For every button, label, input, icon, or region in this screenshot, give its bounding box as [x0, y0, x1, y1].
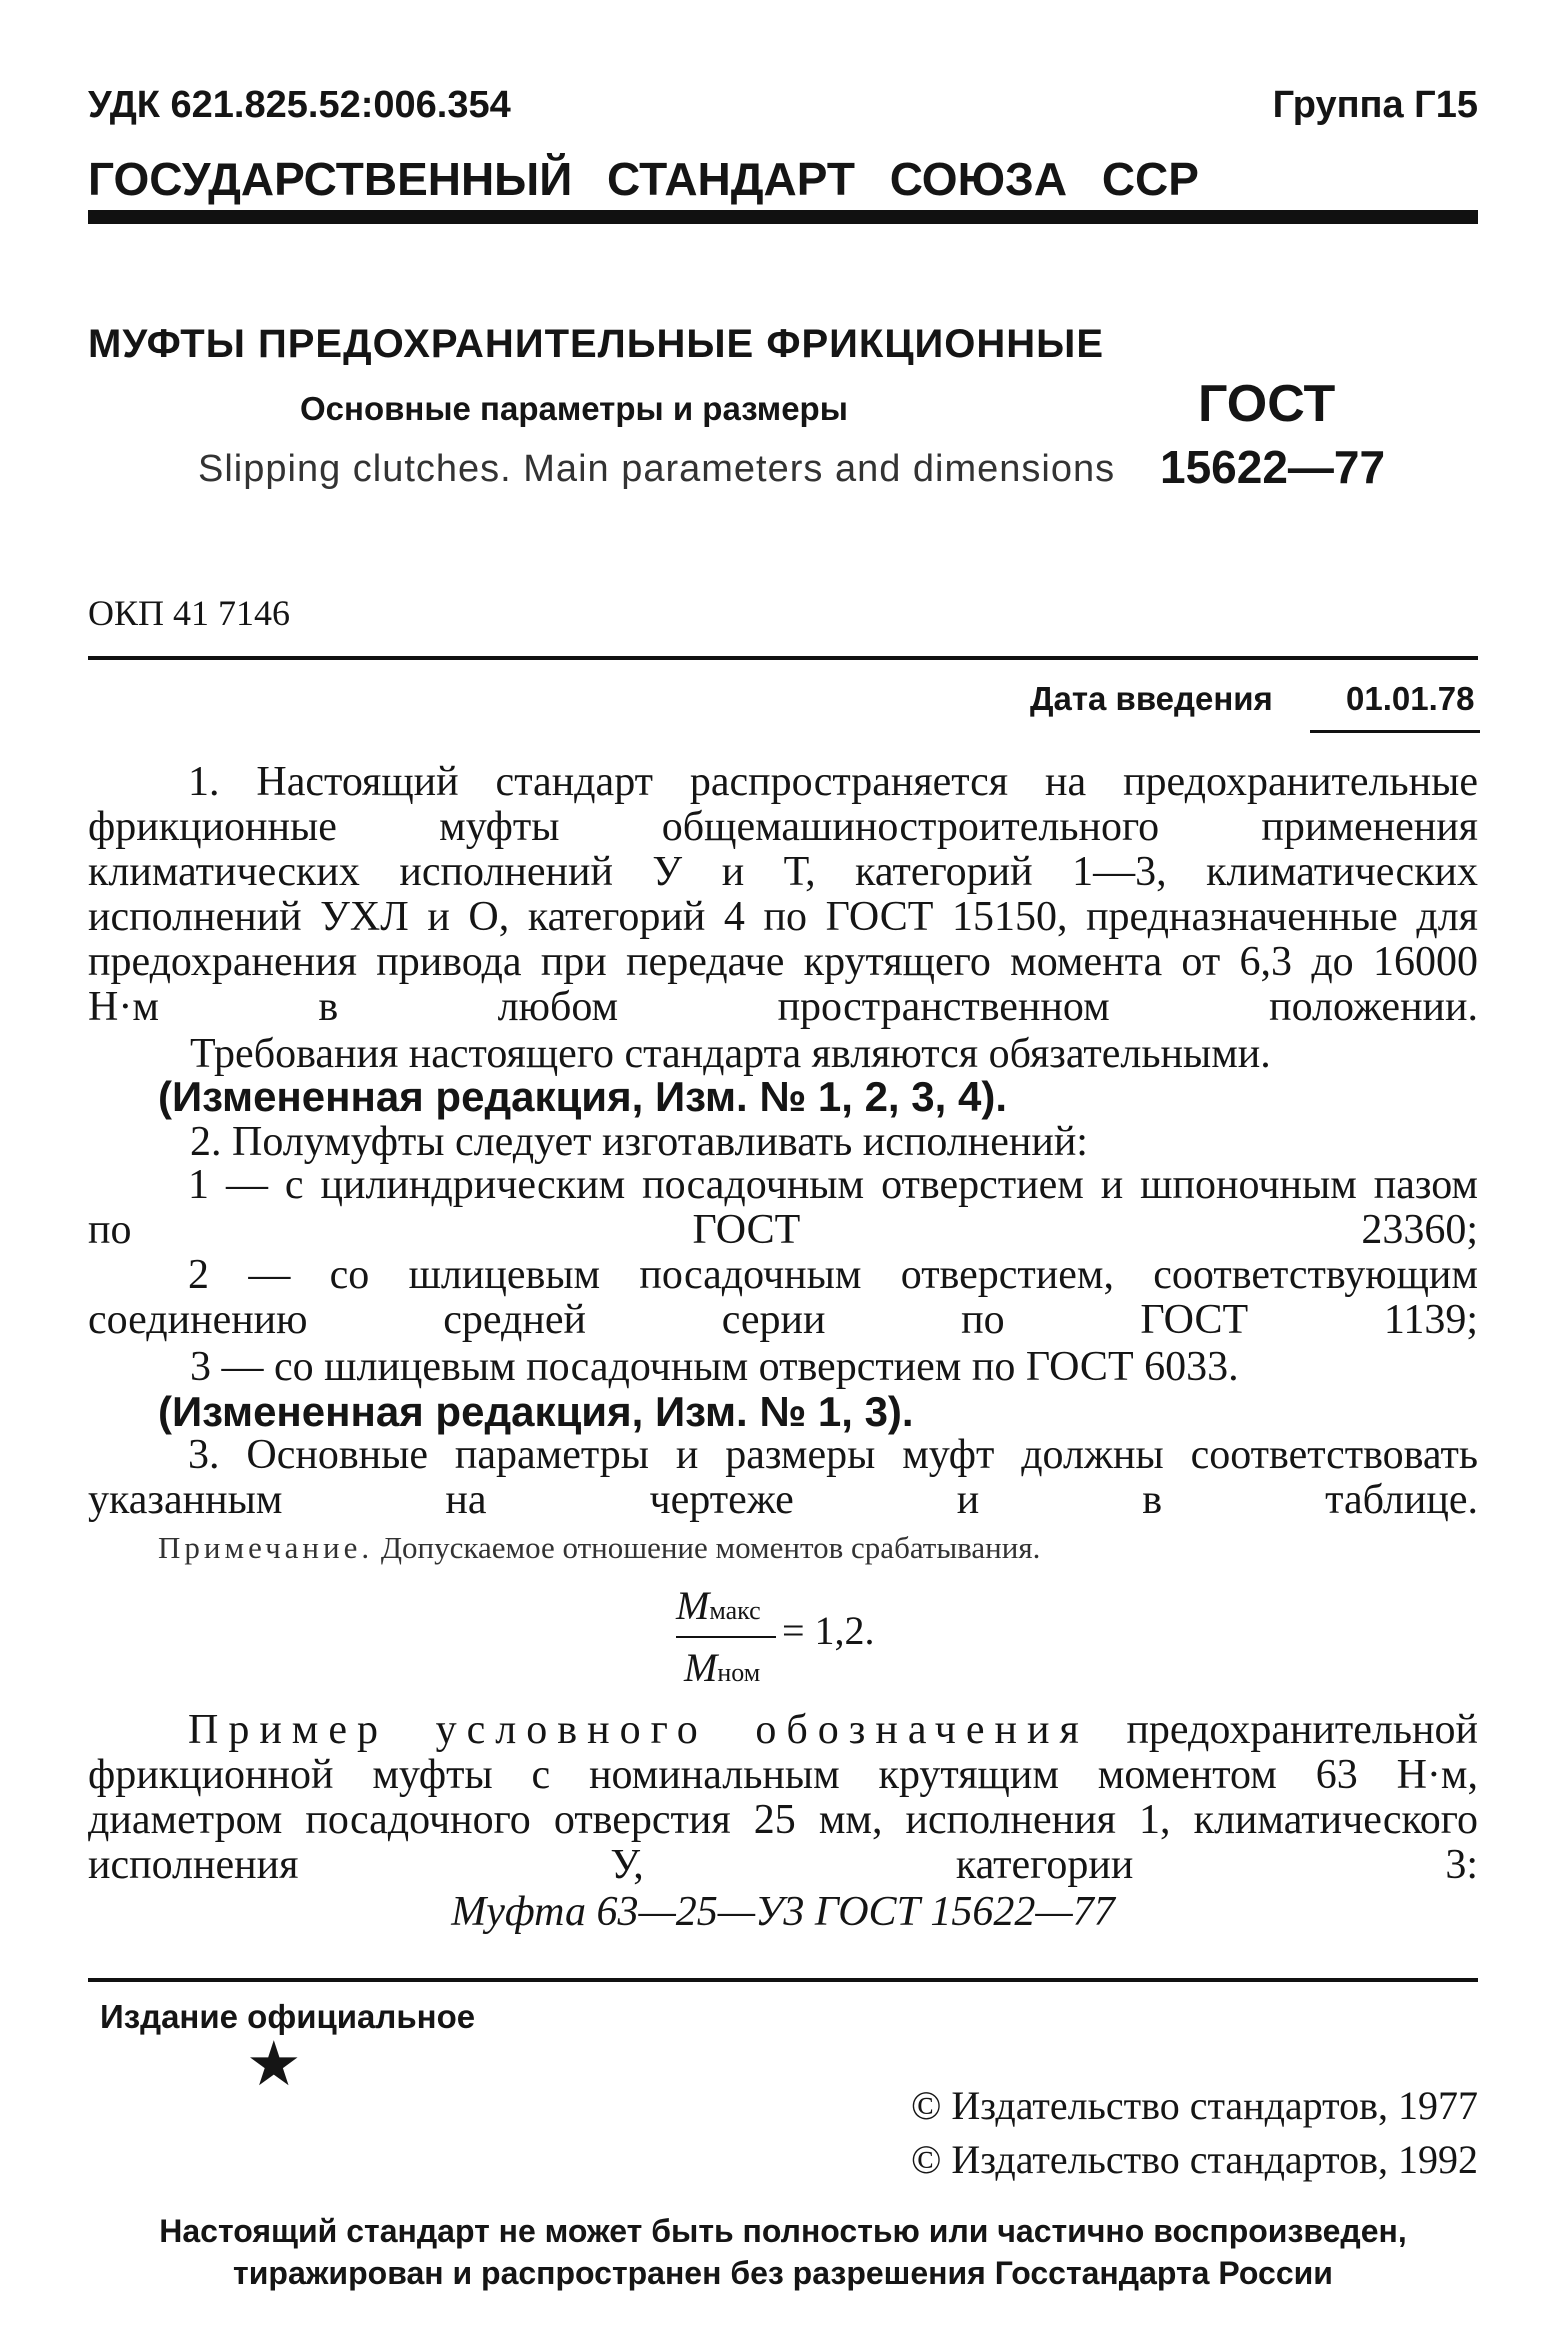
paragraph-2-item-1: 1 — с цилиндрическим посадочным отверстием и шпоночным пазом по ГОСТ 23360;: [88, 1162, 1478, 1253]
paragraph-2: 2. Полумуфты следует изготавливать исполнений:: [190, 1119, 1088, 1165]
udk-code: УДК 621.825.52:006.354: [88, 84, 511, 126]
formula-result: = 1,2.: [782, 1608, 875, 1653]
document-title-english: Slipping clutches. Main parameters and dimensions: [198, 448, 1116, 490]
official-edition-label: Издание официальное: [100, 1998, 476, 2035]
note-text: Допускаемое отношение моментов срабатывания.: [380, 1530, 1041, 1565]
gost-label: ГОСТ: [1198, 375, 1336, 433]
amendment-note-2: (Измененная редакция, Изм. № 1, 3).: [158, 1388, 914, 1435]
formula-denominator: Mном: [684, 1645, 761, 1690]
state-standard-heading: ГОСУДАРСТВЕННЫЙ СТАНДАРТ СОЮЗА ССР: [88, 153, 1199, 205]
gost-number: 15622—77: [1160, 441, 1386, 493]
star-icon: ★: [246, 2031, 302, 2099]
bottom-divider: [88, 1978, 1478, 1982]
copyright-1977: © Издательство стандартов, 1977: [910, 2083, 1478, 2128]
note: [158, 1530, 1040, 1566]
document-subtitle: Основные параметры и размеры: [300, 390, 848, 427]
intro-date-label: Дата введения: [1030, 680, 1273, 717]
top-divider: [88, 210, 1478, 224]
group-code: Группа Г15: [1272, 84, 1478, 126]
example-label: Пример условного обозначения: [188, 1707, 1089, 1753]
paragraph-2-item-2: 2 — со шлицевым посадочным отверстием, соответствующим соединению средней серии по ГОСТ 1139;: [88, 1252, 1478, 1343]
paragraph-3: 3. Основные параметры и размеры муфт должны соответствовать указанным на чертеже и в таблице.: [88, 1432, 1478, 1523]
example-paragraph: [88, 1708, 1478, 1888]
copyright-1992: © Издательство стандартов, 1992: [910, 2137, 1478, 2182]
formula-numerator: Mмакс: [676, 1583, 761, 1628]
torque-ratio-formula: [676, 1582, 916, 1692]
reproduction-notice: Настоящий стандарт не может быть полностью или частично воспроизведен, тиражирован и распространен без разрешения Госстандарта России: [159, 2213, 1407, 2291]
requirements-sentence: Требования настоящего стандарта являются обязательными.: [190, 1031, 1271, 1077]
document-title: МУФТЫ ПРЕДОХРАНИТЕЛЬНЫЕ ФРИКЦИОННЫЕ: [88, 322, 1105, 366]
note-label: Примечание.: [158, 1530, 374, 1565]
paragraph-2-item-3: 3 — со шлицевым посадочным отверстием по ГОСТ 6033.: [190, 1344, 1239, 1390]
middle-divider: [88, 656, 1478, 660]
intro-date-value: 01.01.78: [1346, 680, 1475, 717]
date-underline: [1310, 730, 1480, 733]
okp-code: ОКП 41 7146: [88, 593, 291, 633]
paragraph-1: 1. Настоящий стандарт распространяется на предохранительные фрикционные муфты общемашиностроительного применения климатических исполнений У и Т, категорий 1—3, климатических исполнений УХЛ и О, категорий 4 по ГОСТ 15150, предназначенные для предохранения привода при передаче крутящего момента от 6,3 до 16000 Н·м в любом пространственном положении.: [88, 759, 1478, 1030]
example-designation: Муфта 63—25—У3 ГОСТ 15622—77: [451, 1889, 1115, 1935]
amendment-note-1: (Измененная редакция, Изм. № 1, 2, 3, 4).: [158, 1073, 1007, 1120]
example-text: предохранительной фрикционной муфты с номинальным крутящим моментом 63 Н·м, диаметром посадочного отверстия 25 мм, исполнения 1, климатического исполнения У, категории 3:: [88, 1707, 1478, 1888]
fraction-line: [676, 1636, 776, 1638]
